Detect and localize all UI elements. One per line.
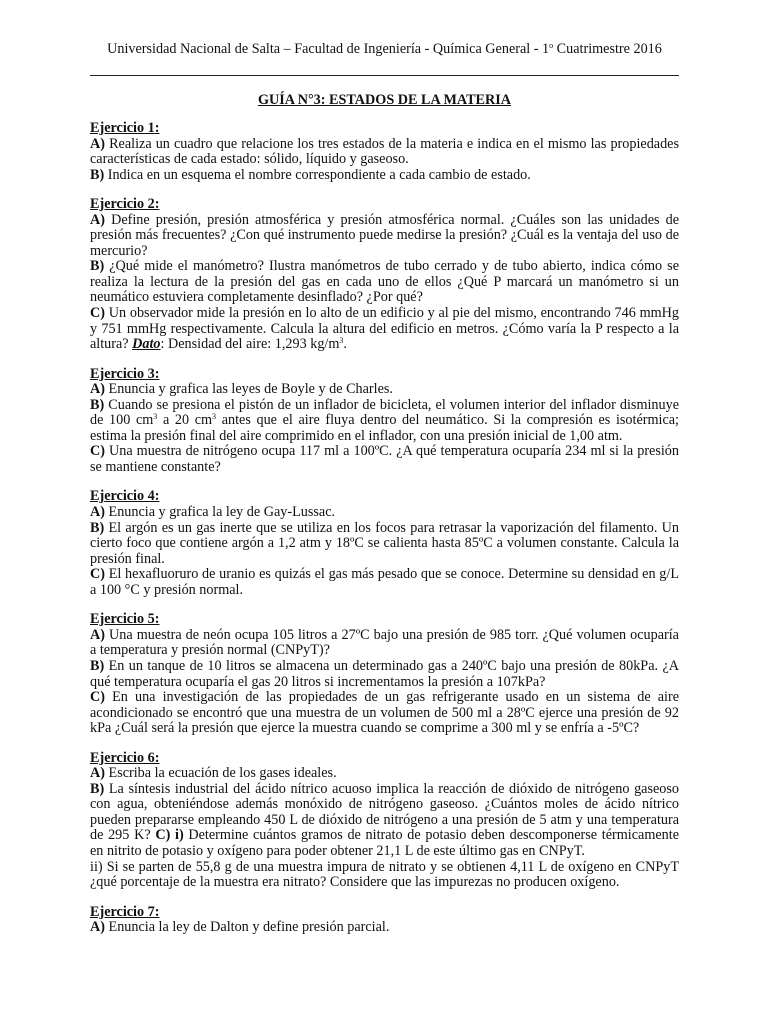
- item-text: Un observador mide la presión en lo alto de un edificio y al pie del mismo, encontrando 746 mmHg y 751 mmHg respectivamente. Calcula la altura del edificio en metros. ¿Cómo varía la P respecto a la altura?: [90, 305, 679, 353]
- exercises: [90, 121, 679, 950]
- exercise-item: [90, 920, 679, 936]
- exercise-item: [90, 259, 679, 306]
- item-label: B): [90, 166, 105, 183]
- exercise-item: [90, 690, 679, 737]
- exercise-item: [90, 659, 679, 690]
- exercise-item: [90, 521, 679, 568]
- item-text: En un tanque de 10 litros se almacena un determinado gas a 240ºC bajo una presión de 80kPa. ¿A qué temperatura ocuparía el gas 20 litros si incrementamos la presión a 107kPa?: [90, 657, 679, 690]
- item-label: A): [90, 504, 105, 521]
- header-text: Universidad Nacional de Salta – Facultad de Ingeniería - Química General - 1: [107, 41, 550, 57]
- item-text: a 20 cm: [157, 412, 213, 429]
- exercise-item: [90, 382, 679, 398]
- exercise-item: [90, 628, 679, 659]
- item-text: Define presión, presión atmosférica y presión atmosférica normal. ¿Cuáles son las unidades de presión más frecuentes? ¿Con qué instrumento puede medirse la presión? ¿Cuál es la ventaja del uso de mercurio?: [90, 211, 679, 259]
- page-header: [90, 40, 679, 58]
- exercise-title: Ejercicio 5:: [90, 611, 160, 628]
- exercise-item: [90, 505, 679, 521]
- page-title: GUÍA N°3: ESTADOS DE LA MATERIA: [257, 92, 512, 108]
- exercise-title: Ejercicio 6:: [90, 749, 160, 766]
- exercise-item: [90, 137, 679, 168]
- exercise-2: [90, 197, 679, 352]
- exercise-item: [90, 444, 679, 475]
- exercise-item: [90, 306, 679, 353]
- item-label: A): [90, 919, 105, 936]
- item-text: El hexafluoruro de uranio es quizás el gas más pesado que se conoce. Determine su densidad en g/L a 100 °C y presión normal.: [90, 566, 679, 598]
- exercise-title: Ejercicio 2:: [90, 196, 160, 213]
- item-text: Enuncia y grafica las leyes de Boyle y de Charles.: [104, 381, 393, 398]
- superscript: 3: [339, 336, 344, 346]
- header-text-end: Cuatrimestre 2016: [553, 41, 662, 57]
- header-ordinal-sup: o: [549, 41, 554, 50]
- exercise-5: [90, 612, 679, 736]
- item-label: C): [90, 443, 105, 460]
- item-text: Enuncia la ley de Dalton y define presión parcial.: [104, 919, 390, 936]
- exercise-7: [90, 905, 679, 936]
- exercise-4: [90, 489, 679, 598]
- item-text: ii) Si se parten de 55,8 g de una muestra impura de nitrato y se obtienen 4,11 L de oxígeno en CNPyT ¿qué porcentaje de la muestra era nitrato? Considere que las impurezas no producen oxígeno.: [90, 858, 679, 891]
- item-text: antes que el aire fluya dentro del neumático. Si la compresión es isotérmica; estima la presión final del aire comprimido en el inflador, con una presión inicial de 1,00 atm.: [90, 412, 679, 444]
- item-text: .: [343, 336, 347, 353]
- item-label: A): [90, 135, 105, 152]
- item-label: A): [90, 381, 105, 398]
- exercise-title: Ejercicio 3:: [90, 365, 160, 382]
- item-label: B): [90, 258, 105, 275]
- item-label: B): [90, 519, 105, 536]
- exercise-item: [90, 766, 679, 782]
- item-text: : Densidad del aire: 1,293 kg/m: [160, 336, 340, 353]
- item-text: Cuando se presiona el pistón de un inflador de bicicleta, el volumen interior del inflador disminuye de 100 cm: [90, 396, 679, 429]
- item-label: A): [90, 765, 105, 782]
- item-text: Determine cuántos gramos de nitrato de potasio deben descomponerse térmicamente en nitrito de potasio y oxígeno para poder obtener 21,1 L de este último gas en CNPyT.: [90, 827, 679, 859]
- dato-label: Dato: [132, 336, 161, 353]
- exercise-1: [90, 121, 679, 183]
- exercise-title: Ejercicio 4:: [90, 488, 160, 505]
- exercise-item: [90, 782, 679, 860]
- item-text: Una muestra de nitrógeno ocupa 117 ml a 100ºC. ¿A qué temperatura ocuparía 234 ml si la presión se mantiene constante?: [90, 443, 679, 475]
- item-label: B): [90, 657, 105, 674]
- item-text: La síntesis industrial del ácido nítrico acuoso implica la reacción de dióxido de nitrógeno gaseoso con agua, obteniéndose además monóxido de nitrógeno gaseoso. ¿Cuántos moles de ácido nítrico pueden prepararse empleando 450 L de dióxido de nitrógeno a una presión de 5 atm y una temperatura de 295 K?: [90, 780, 679, 844]
- item-text: Indica en un esquema el nombre correspondiente a cada cambio de estado.: [104, 166, 531, 183]
- item-label: C): [90, 566, 105, 583]
- item-label: A): [90, 211, 105, 228]
- item-label: C) i): [155, 827, 184, 844]
- item-text: En una investigación de las propiedades de un gas refrigerante usado en un sistema de aire acondicionado se encontró que una muestra de un volumen de 500 ml a 28ºC ejerce una presión de 92 kPa ¿Cuál será la presión que ejerce la muestra cuando se comprime a 300 ml y se enfría a -5ºC?: [90, 689, 679, 737]
- item-label: B): [90, 396, 105, 413]
- exercise-item: [90, 860, 679, 891]
- item-text: Escriba la ecuación de los gases ideales.: [104, 765, 337, 782]
- exercise-3: [90, 367, 679, 476]
- exercise-item: [90, 567, 679, 598]
- item-label: C): [90, 689, 105, 706]
- item-label: A): [90, 626, 105, 643]
- exercise-item: [90, 398, 679, 445]
- item-text: ¿Qué mide el manómetro? Ilustra manómetros de tubo cerrado y de tubo abierto, indica cómo se realiza la lectura de la presión del gas en cada uno de ellos ¿Qué P marcará un manómetro si un neumático estuviera completamente desinflado? ¿Por qué?: [90, 258, 679, 306]
- item-label: B): [90, 780, 105, 797]
- exercise-item: [90, 168, 679, 184]
- item-label: C): [90, 305, 105, 322]
- superscript: 3: [153, 412, 158, 422]
- exercise-item: [90, 213, 679, 260]
- item-text: Enuncia y grafica la ley de Gay-Lussac.: [104, 504, 336, 521]
- item-text: Una muestra de neón ocupa 105 litros a 27ºC bajo una presión de 985 torr. ¿Qué volumen ocuparía a temperatura y presión normal (CNPyT)?: [90, 626, 679, 659]
- exercise-title: Ejercicio 7:: [90, 903, 160, 920]
- header-rule: [90, 75, 679, 76]
- superscript: 3: [212, 412, 217, 422]
- item-text: El argón es un gas inerte que se utiliza en los focos para retrasar la vaporización del filamento. Un cierto foco que contiene argón a 1,2 atm y 18ºC se calienta hasta 85ºC a volumen constante. Calcula la presión final.: [90, 519, 679, 567]
- exercise-title: Ejercicio 1:: [90, 120, 160, 136]
- item-text: Realiza un cuadro que relacione los tres estados de la materia e indica en el mismo las propiedades características de cada estado: sólido, líquido y gaseoso.: [90, 135, 679, 168]
- exercise-6: [90, 751, 679, 891]
